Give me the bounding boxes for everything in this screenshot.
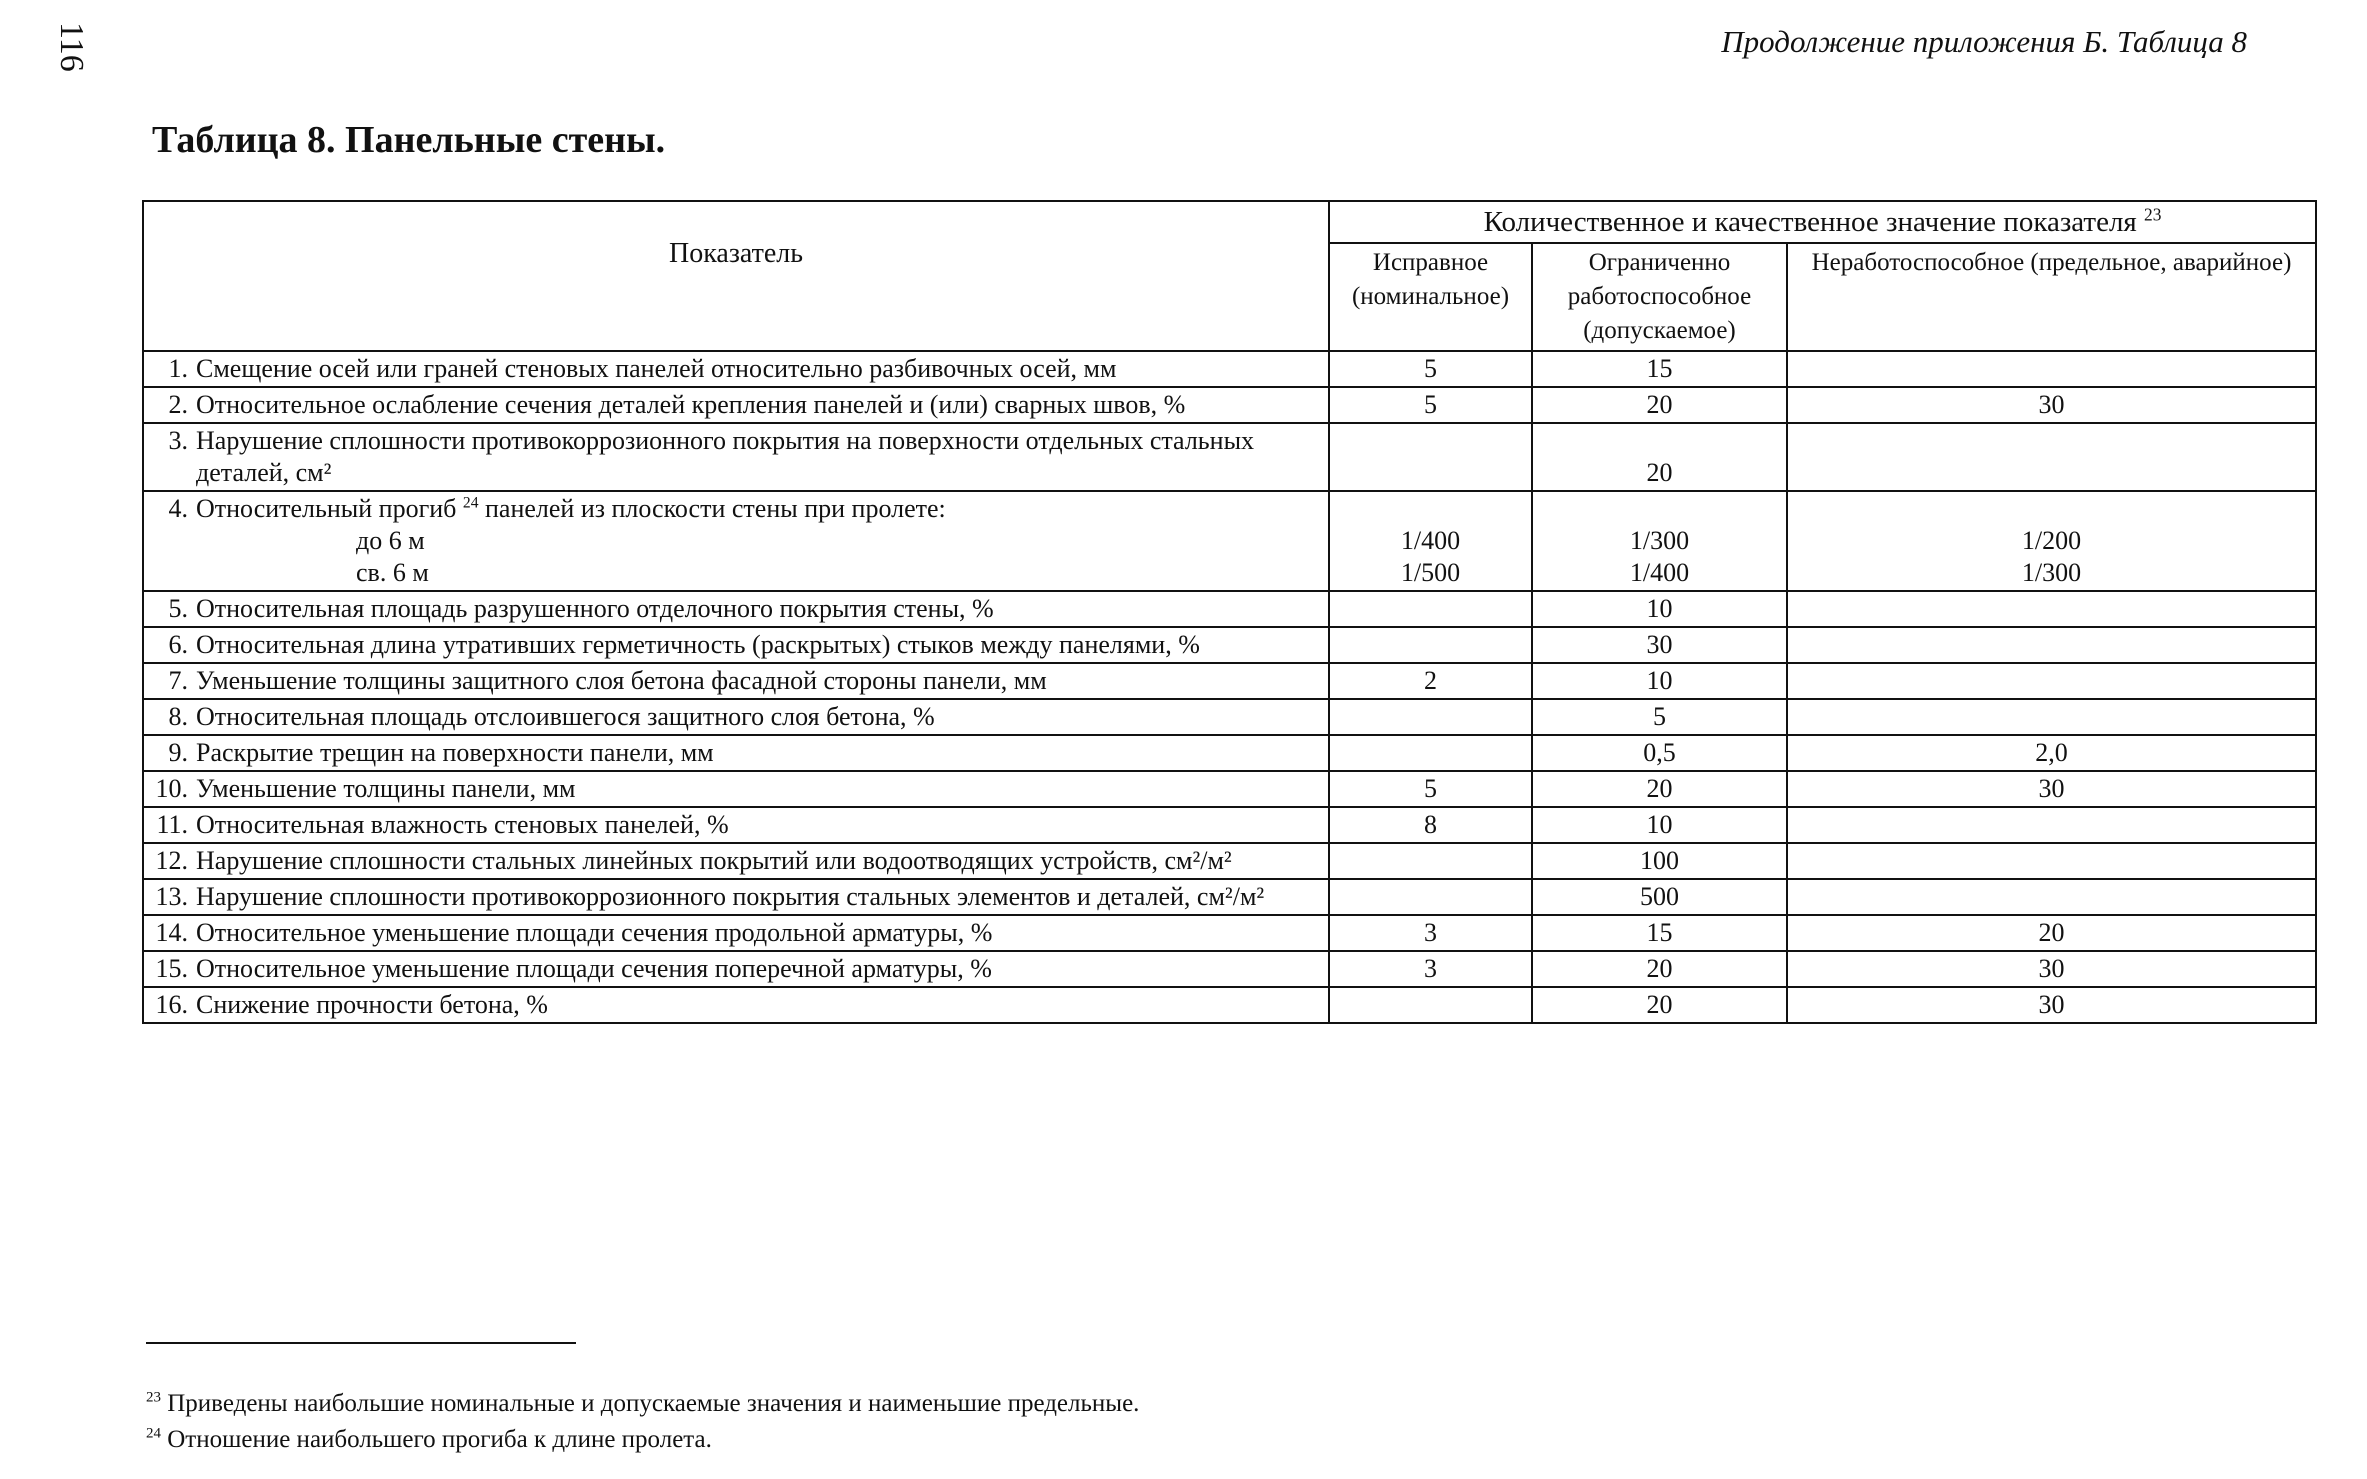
indicator-label: Уменьшение толщины панели, мм xyxy=(196,774,576,803)
header-col-inoperable: Неработоспособное (предельное, аварийное) xyxy=(1787,243,2316,351)
indicator-cell xyxy=(143,951,1329,987)
value-serviceable xyxy=(1329,699,1532,735)
table-row xyxy=(143,771,2316,807)
header-row-group xyxy=(143,201,2316,243)
row-number: 8. xyxy=(168,702,188,731)
indicator-label: Раскрытие трещин на поверхности панели, мм xyxy=(196,738,714,767)
value-serviceable: 8 xyxy=(1329,807,1532,843)
indicator-cell xyxy=(143,627,1329,663)
table-row xyxy=(143,951,2316,987)
value-serviceable xyxy=(1329,735,1532,771)
value-limited: 10 xyxy=(1532,807,1787,843)
span-sub-label: св. 6 м xyxy=(356,558,429,587)
indicator-cell xyxy=(143,735,1329,771)
page-number: 116 xyxy=(53,22,90,72)
indicator-table xyxy=(142,200,2317,1024)
indicator-label: Относительное уменьшение площади сечения продольной арматуры, % xyxy=(196,918,993,947)
value-limited: 10 xyxy=(1532,663,1787,699)
running-head: Продолжение приложения Б. Таблица 8 xyxy=(1721,24,2247,59)
table-row xyxy=(143,915,2316,951)
indicator-cell xyxy=(143,591,1329,627)
table-row xyxy=(143,351,2316,387)
footnotes xyxy=(146,1386,1139,1458)
footnote-rule xyxy=(146,1342,576,1344)
value-inoperable xyxy=(1787,627,2316,663)
indicator-label: Нарушение сплошности стальных линейных покрытий или водоотводящих устройств, см²/м² xyxy=(196,846,1232,875)
indicator-cell xyxy=(143,807,1329,843)
table-row xyxy=(143,387,2316,423)
value-limited: 20 xyxy=(1532,987,1787,1023)
row-number: 14. xyxy=(155,918,188,947)
value-inoperable: 20 xyxy=(1787,915,2316,951)
value-limited: 20 xyxy=(1532,423,1787,491)
indicator-label-text: панелей из плоскости стены при пролете: xyxy=(478,494,946,523)
indicator-cell xyxy=(143,663,1329,699)
table-row xyxy=(143,663,2316,699)
value-inoperable xyxy=(1787,423,2316,491)
indicator-cell xyxy=(143,879,1329,915)
value-serviceable xyxy=(1329,591,1532,627)
value-serviceable xyxy=(1329,879,1532,915)
value-line: 1/400 xyxy=(1400,526,1461,555)
value-limited: 0,5 xyxy=(1532,735,1787,771)
table-row xyxy=(143,591,2316,627)
footnote-text: Приведены наибольшие номинальные и допускаемые значения и наименьшие предельные. xyxy=(167,1390,1140,1417)
value-inoperable: 30 xyxy=(1787,951,2316,987)
footnote-24 xyxy=(146,1422,1139,1458)
value-limited: 20 xyxy=(1532,951,1787,987)
indicator-cell xyxy=(143,491,1329,591)
value-inoperable xyxy=(1787,351,2316,387)
header-col-serviceable: Исправное (номинальное) xyxy=(1329,243,1532,351)
table-row xyxy=(143,627,2316,663)
indicator-label: Нарушение сплошности противокоррозионного покрытия на поверхности отдельных стальных деталей, см² xyxy=(196,426,1255,487)
table-row xyxy=(143,735,2316,771)
footnote-mark: 24 xyxy=(146,1425,161,1442)
value-inoperable xyxy=(1787,807,2316,843)
table-row xyxy=(143,807,2316,843)
footnote-ref-24: 24 xyxy=(462,494,479,512)
table-row xyxy=(143,987,2316,1023)
value-inoperable: 30 xyxy=(1787,987,2316,1023)
value-serviceable: 3 xyxy=(1329,951,1532,987)
header-indicator: Показатель xyxy=(143,201,1329,351)
indicator-label-text: Относительный прогиб xyxy=(196,494,457,523)
header-col-limited: Ограниченно работоспособное (допускаемое) xyxy=(1532,243,1787,351)
value-serviceable: 5 xyxy=(1329,387,1532,423)
value-line: 1/400 xyxy=(1629,558,1690,587)
value-line: 1/300 xyxy=(2021,558,2082,587)
value-inoperable xyxy=(1787,843,2316,879)
value-inoperable xyxy=(1787,491,2316,591)
value-limited: 100 xyxy=(1532,843,1787,879)
value-serviceable: 5 xyxy=(1329,771,1532,807)
row-number: 10. xyxy=(155,774,188,803)
value-inoperable: 30 xyxy=(1787,771,2316,807)
value-serviceable xyxy=(1329,423,1532,491)
indicator-label xyxy=(196,493,1316,589)
footnote-ref-23: 23 xyxy=(2144,204,2162,225)
value-limited: 15 xyxy=(1532,915,1787,951)
indicator-cell xyxy=(143,351,1329,387)
footnote-text: Отношение наибольшего прогиба к длине пролета. xyxy=(167,1426,712,1453)
indicator-cell xyxy=(143,387,1329,423)
row-number: 6. xyxy=(168,630,188,659)
row-number: 11. xyxy=(156,810,188,839)
indicator-cell xyxy=(143,915,1329,951)
value-limited: 20 xyxy=(1532,771,1787,807)
value-serviceable: 3 xyxy=(1329,915,1532,951)
indicator-label: Относительная площадь разрушенного отделочного покрытия стены, % xyxy=(196,594,994,623)
value-serviceable: 2 xyxy=(1329,663,1532,699)
indicator-label: Нарушение сплошности противокоррозионного покрытия стальных элементов и деталей, см²/м² xyxy=(196,882,1265,911)
row-number: 13. xyxy=(155,882,188,911)
value-serviceable xyxy=(1329,627,1532,663)
row-number: 3. xyxy=(168,426,188,455)
value-limited xyxy=(1532,491,1787,591)
value-limited: 30 xyxy=(1532,627,1787,663)
table-body xyxy=(143,351,2316,1023)
row-number: 9. xyxy=(168,738,188,767)
indicator-label: Уменьшение толщины защитного слоя бетона фасадной стороны панели, мм xyxy=(196,666,1047,695)
indicator-cell xyxy=(143,423,1329,491)
value-inoperable xyxy=(1787,879,2316,915)
row-number: 7. xyxy=(168,666,188,695)
value-inoperable xyxy=(1787,591,2316,627)
footnote-mark: 23 xyxy=(146,1389,161,1406)
value-inoperable: 30 xyxy=(1787,387,2316,423)
value-serviceable: 5 xyxy=(1329,351,1532,387)
row-number: 1. xyxy=(168,354,188,383)
value-serviceable xyxy=(1329,987,1532,1023)
row-number: 4. xyxy=(168,494,188,523)
header-group xyxy=(1329,201,2316,243)
value-limited: 5 xyxy=(1532,699,1787,735)
row-number: 16. xyxy=(155,990,188,1019)
indicator-cell xyxy=(143,987,1329,1023)
value-inoperable xyxy=(1787,663,2316,699)
value-serviceable xyxy=(1329,491,1532,591)
row-number: 5. xyxy=(168,594,188,623)
indicator-label: Относительное уменьшение площади сечения поперечной арматуры, % xyxy=(196,954,992,983)
footnote-23 xyxy=(146,1386,1139,1422)
table-row xyxy=(143,879,2316,915)
indicator-label: Смещение осей или граней стеновых панелей относительно разбивочных осей, мм xyxy=(196,354,1117,383)
indicator-cell xyxy=(143,771,1329,807)
header-group-text: Количественное и качественное значение показателя xyxy=(1483,206,2137,238)
value-inoperable: 2,0 xyxy=(1787,735,2316,771)
table-row xyxy=(143,491,2316,591)
value-line: 1/300 xyxy=(1629,526,1690,555)
value-limited: 15 xyxy=(1532,351,1787,387)
indicator-label: Относительное ослабление сечения деталей крепления панелей и (или) сварных швов, % xyxy=(196,390,1186,419)
indicator-label: Относительная площадь отслоившегося защитного слоя бетона, % xyxy=(196,702,935,731)
page-title: Таблица 8. Панельные стены. xyxy=(152,119,666,161)
row-number: 12. xyxy=(155,846,188,875)
value-serviceable xyxy=(1329,843,1532,879)
value-limited: 20 xyxy=(1532,387,1787,423)
value-limited: 500 xyxy=(1532,879,1787,915)
value-line: 1/200 xyxy=(2021,526,2082,555)
indicator-cell xyxy=(143,699,1329,735)
indicator-label: Относительная длина утративших герметичность (раскрытых) стыков между панелями, % xyxy=(196,630,1200,659)
table-row xyxy=(143,423,2316,491)
value-line: 1/500 xyxy=(1400,558,1461,587)
indicator-label: Снижение прочности бетона, % xyxy=(196,990,548,1019)
span-sub-label: до 6 м xyxy=(356,526,425,555)
row-number: 15. xyxy=(155,954,188,983)
value-inoperable xyxy=(1787,699,2316,735)
indicator-cell xyxy=(143,843,1329,879)
row-number: 2. xyxy=(168,390,188,419)
table-row xyxy=(143,843,2316,879)
table-row xyxy=(143,699,2316,735)
indicator-label: Относительная влажность стеновых панелей, % xyxy=(196,810,729,839)
value-limited: 10 xyxy=(1532,591,1787,627)
